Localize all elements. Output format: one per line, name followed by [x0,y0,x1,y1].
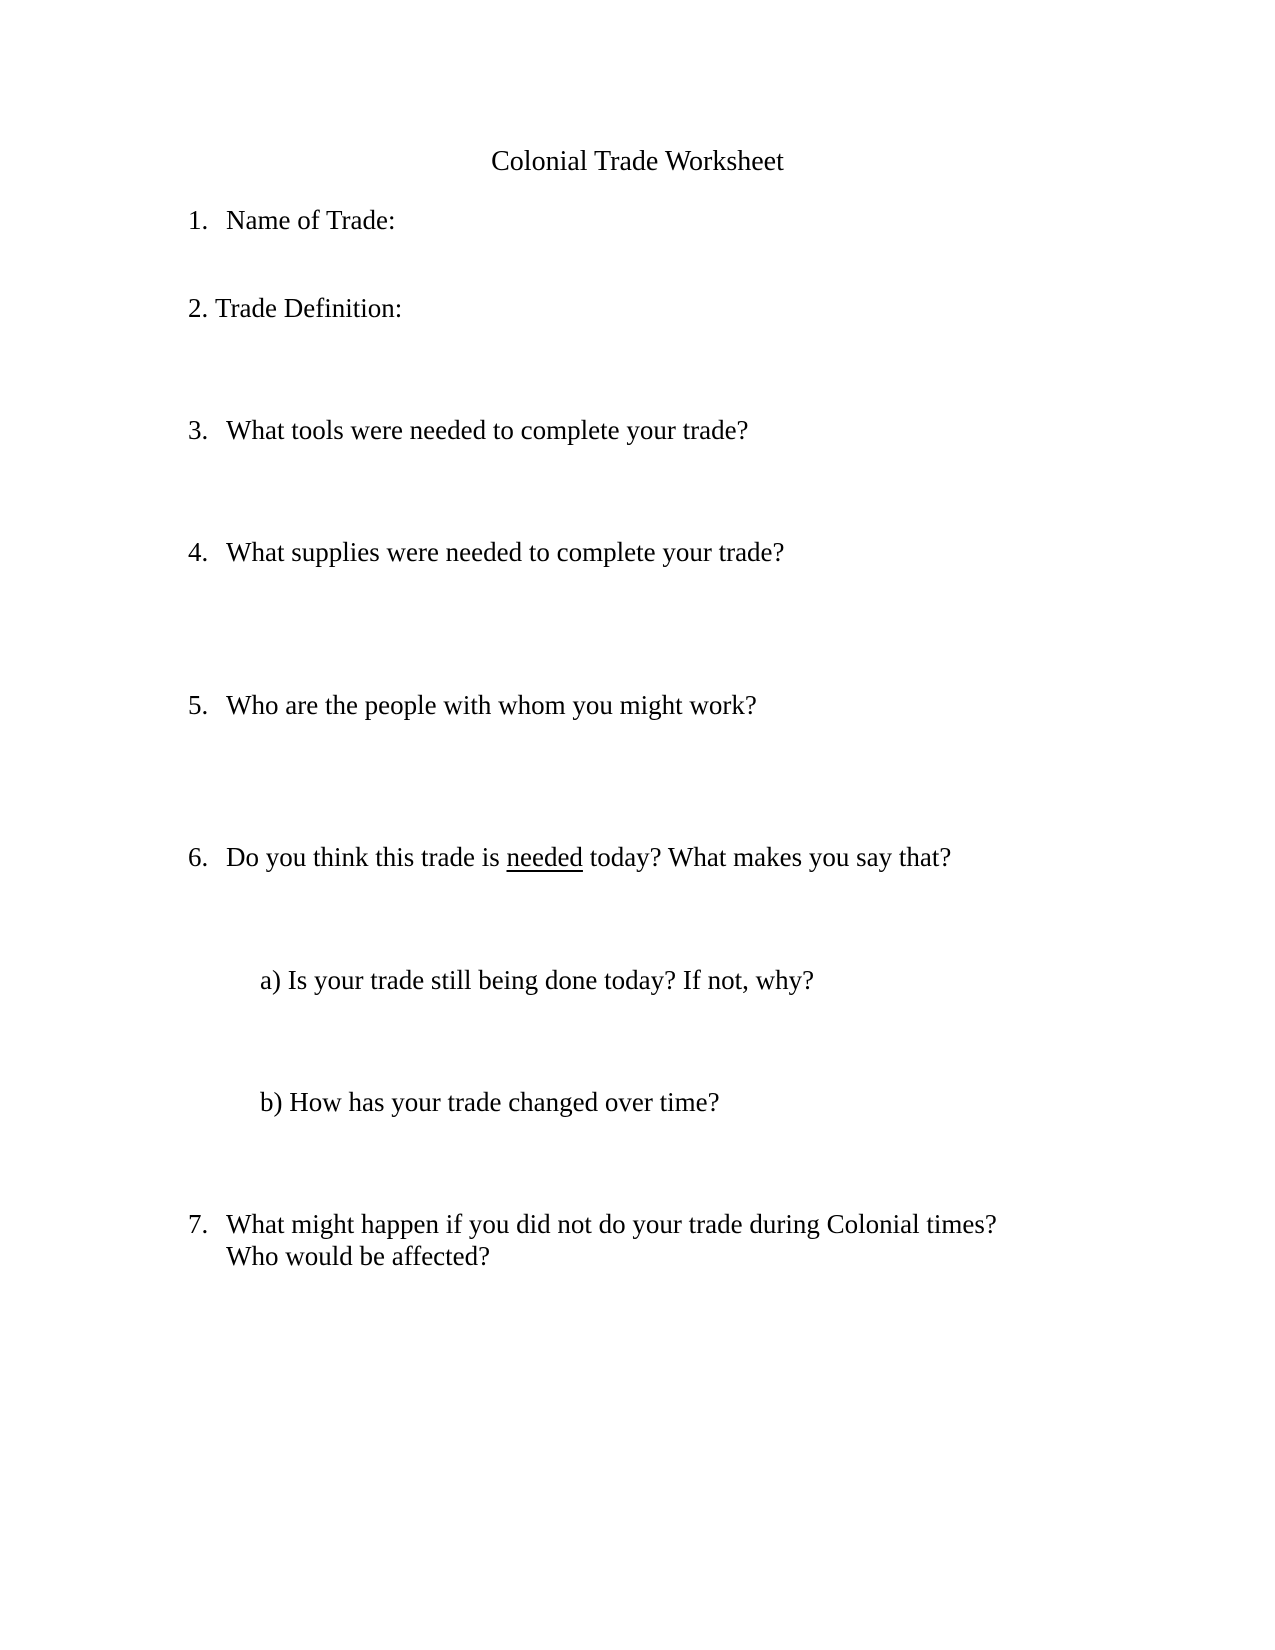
question-number: 2. [188,293,209,323]
page-title: Colonial Trade Worksheet [491,146,784,177]
question-5 [188,689,757,721]
question-text: Name of Trade: [226,205,396,235]
question-number: 1. [188,205,209,235]
question-text [226,1208,997,1272]
question-text: Who are the people with whom you might work? [226,690,757,720]
question-text-line-1: What might happen if you did not do your trade during Colonial times? [226,1209,997,1239]
sub-question-label: a) [260,965,281,995]
question-number: 5. [188,690,209,720]
underlined-word-needed: needed [506,842,583,872]
question-6b [260,1086,720,1118]
sub-question-text: Is your trade still being done today? If not, why? [287,965,815,995]
question-4 [188,536,785,568]
question-text: What supplies were needed to complete your trade? [226,537,785,567]
question-number: 7. [188,1209,209,1239]
question-text-after: today? What makes you say that? [582,842,952,872]
question-number: 4. [188,537,209,567]
sub-question-text: How has your trade changed over time? [289,1087,720,1117]
sub-question-label: b) [260,1087,283,1117]
question-text: What tools were needed to complete your trade? [226,415,749,445]
question-text-before: Do you think this trade is [226,842,507,872]
question-7 [188,1208,997,1272]
question-6a [260,964,814,996]
question-6 [188,841,951,873]
question-3 [188,414,749,446]
question-text-line-2: Who would be affected? [226,1241,491,1271]
question-2 [188,292,402,324]
question-number: 3. [188,415,209,445]
question-number: 6. [188,842,209,872]
question-text: Trade Definition: [215,293,403,323]
question-1 [188,204,395,236]
